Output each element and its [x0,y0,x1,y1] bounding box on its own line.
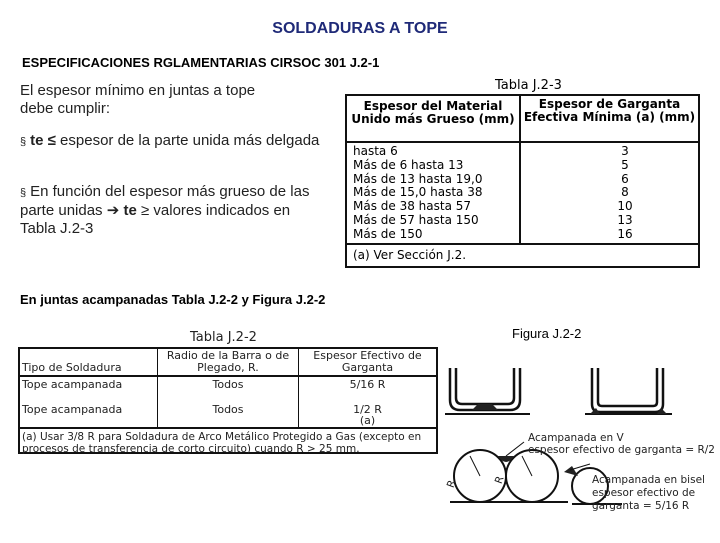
r-label: R [492,474,507,486]
tabla-j2-3-grid [345,94,700,268]
tipo-cell: Tope acampanada [22,403,123,416]
tabla-j2-3 [345,78,700,268]
tabla-j2-3-caption: Tabla J.2-3 [495,78,562,93]
figure-j2-2 [440,338,720,538]
label-acampanada-v: Acampanada en V [528,432,624,444]
value-cell: 3 [621,144,629,158]
range-cell: Más de 57 hasta 150 [353,212,479,227]
table-row [353,173,693,187]
intro-text: El espesor mínimo en juntas a tope debe cumplir: [20,82,256,117]
value-cell: 8 [621,185,629,200]
table-row [353,159,693,173]
arrow-icon: ➔ [106,202,120,219]
range-cell: Más de 38 hasta 57 [353,199,472,214]
label-acampanada-bisel: Acampanada en bisel [592,474,705,486]
note-marker: (a) [359,414,376,427]
value-cell: 5 [621,157,629,172]
page-title: SOLDADURAS A TOPE [272,20,448,37]
espesor-cell: 5/16 R [349,378,386,391]
tabla-j2-2-grid [18,347,438,454]
bullet-2-text-a: En función del espesor más grueso de las parte unidas [20,183,310,219]
espesor-cell: 1/2 R [353,403,382,416]
radio-cell: Todos [212,378,244,391]
table-row [353,228,693,242]
range-cell: Más de 15,0 hasta 38 [353,185,483,200]
value-cell: 16 [617,226,633,241]
r-label: R [444,478,459,490]
label-acampanada-v-espesor: espesor efectivo de garganta = R/2 [528,444,715,456]
range-cell: hasta 6 [353,144,398,158]
table-row [353,214,693,228]
tabla-j2-3-note: (a) Ver Sección J.2. [353,248,467,262]
value-cell: 10 [617,199,633,214]
header-espesor-material: Espesor del Material Unido más Grueso (mm) [351,99,515,126]
tabla-j2-3-rows [353,145,693,242]
te-term: te [123,202,137,219]
range-cell: Más de 6 hasta 13 [353,157,464,172]
label-acampanada-bisel-espesor: espesor efectivo de [592,487,696,499]
label-acampanada-bisel-garganta: garganta = 5/16 R [592,500,690,512]
te-term: te ≤ [30,132,56,149]
tipo-cell: Tope acampanada [22,378,123,391]
bullet-2-text-b: ≥ valores indicados en Tabla J.2-3 [20,202,291,237]
header-tipo: Tipo de Soldadura [22,361,122,374]
range-cell: Más de 13 hasta 19,0 [353,171,483,186]
bullet-2 [20,183,325,238]
value-cell: 6 [621,171,629,186]
tabla-j2-2-footnote: (a) Usar 3/8 R para Soldadura de Arco Metálico Protegido a Gas (excepto en procesos de transferencia de corto circuito) cuando R > 25 mm. [22,431,422,455]
value-cell: 13 [617,212,633,227]
subtitle: ESPECIFICACIONES RGLAMENTARIAS CIRSOC 301 J.2-1 [22,55,380,70]
bullet-marker: § [20,136,27,148]
header-radio: Radio de la Barra o de Plegado, R. [166,349,290,374]
figure-caption: Figura J.2-2 [512,326,582,341]
table-row [353,145,693,159]
header-espesor-garganta: Espesor de Garganta Efectiva Mínima (a) (mm) [523,97,696,124]
section-heading: En juntas acampanadas Tabla J.2-2 y Figura J.2-2 [20,292,326,307]
tabla-j2-2 [18,330,438,455]
radio-cell: Todos [212,403,244,416]
bullet-marker: § [20,187,27,199]
bullet-1-text: espesor de la parte unida más delgada [55,132,320,149]
tabla-j2-2-caption: Tabla J.2-2 [190,330,257,345]
range-cell: Más de 150 [353,226,423,241]
bullet-1 [20,132,320,151]
table-row [353,200,693,214]
header-espesor: Espesor Efectivo de Garganta [313,349,422,374]
table-row [353,186,693,200]
